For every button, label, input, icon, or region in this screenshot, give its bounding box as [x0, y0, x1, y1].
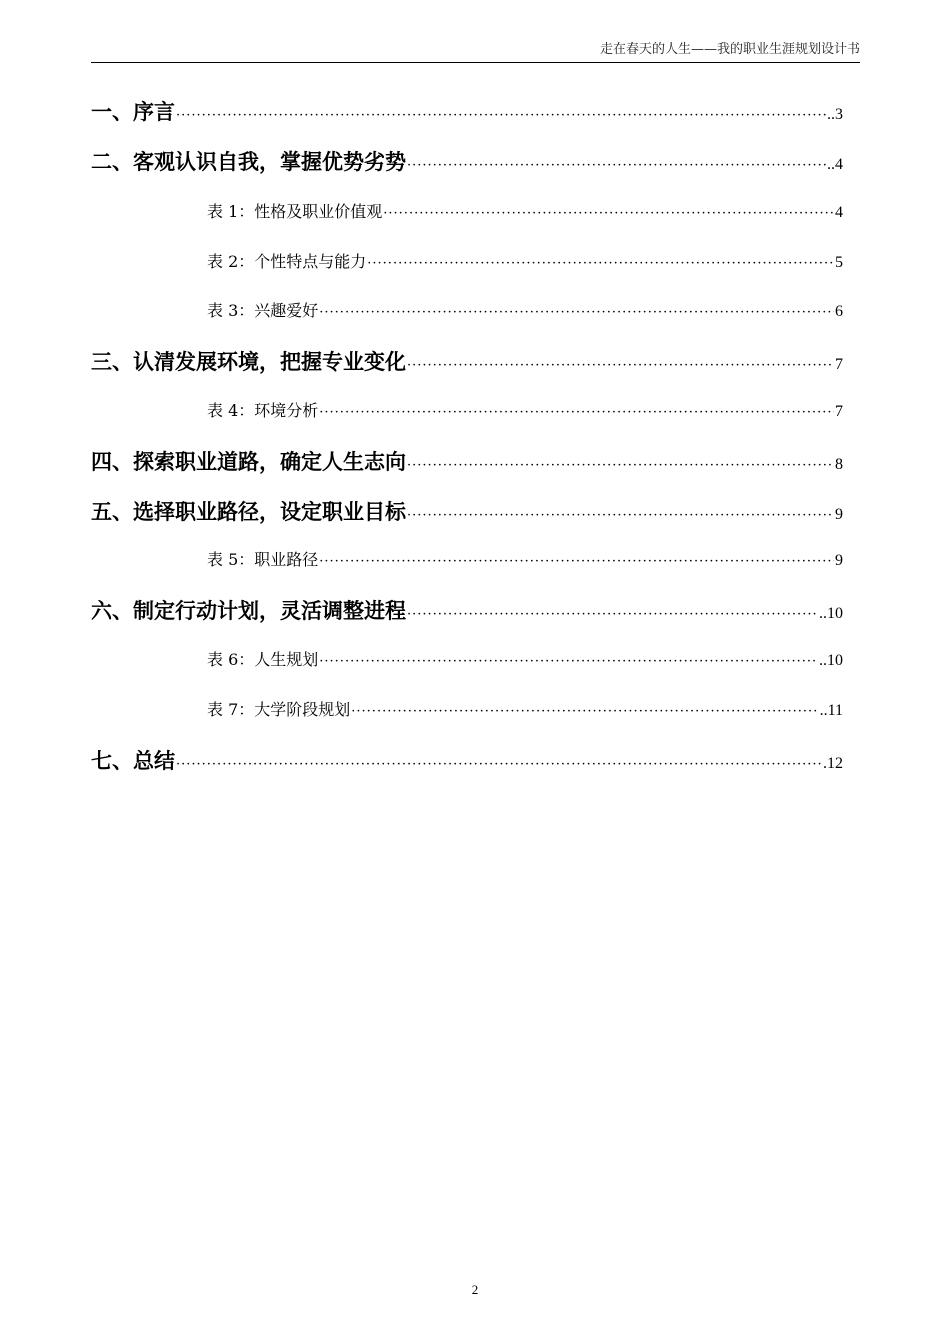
- toc-page-number: 5: [835, 254, 843, 271]
- toc-leader-dots: [383, 206, 834, 221]
- toc-page-number: ..11: [819, 702, 843, 719]
- toc-entry-table-6[interactable]: [207, 647, 843, 670]
- toc-entry-title: 表 2：个性特点与能力: [207, 252, 367, 271]
- toc-page-number: 7: [835, 403, 843, 420]
- toc-entry-table-1[interactable]: [207, 199, 843, 222]
- toc-page-number: ..10: [819, 605, 843, 622]
- toc-entry-title: 表 6：人生规划: [207, 650, 319, 669]
- toc-leader-dots: [351, 704, 818, 719]
- toc-page-number: ..4: [827, 156, 843, 173]
- toc-leader-dots: [319, 405, 834, 420]
- toc-entry-title: 七、总结: [91, 749, 175, 773]
- toc-entry-table-2[interactable]: [207, 249, 843, 272]
- toc-entry-title: 四、探索职业道路，确定人生志向: [91, 450, 406, 474]
- toc-leader-dots: [407, 607, 818, 622]
- toc-entry-title: 二、客观认识自我，掌握优势劣势: [91, 150, 406, 174]
- toc-leader-dots: [319, 305, 834, 320]
- toc-entry-career-goals[interactable]: [91, 496, 843, 526]
- toc-leader-dots: [176, 108, 826, 123]
- toc-page-number: ..3: [827, 106, 843, 123]
- toc-leader-dots: [319, 654, 818, 669]
- toc-leader-dots: [176, 757, 822, 772]
- toc-leader-dots: [407, 158, 826, 173]
- toc-leader-dots: [407, 458, 834, 473]
- toc-leader-dots: [367, 256, 834, 271]
- toc-leader-dots: [407, 358, 834, 373]
- toc-entry-self-knowledge[interactable]: [91, 146, 843, 176]
- toc-entry-table-4[interactable]: [207, 398, 843, 421]
- toc-page-number: 6: [835, 303, 843, 320]
- toc-leader-dots: [319, 554, 834, 569]
- toc-page-number: .12: [823, 755, 843, 772]
- toc-entry-title: 一、序言: [91, 100, 175, 124]
- toc-entry-career-path[interactable]: [91, 446, 843, 476]
- toc-entry-table-5[interactable]: [207, 547, 843, 570]
- page-footer: [0, 1282, 950, 1298]
- toc-entry-summary[interactable]: [91, 745, 843, 775]
- toc-entry-title: 表 1：性格及职业价值观: [207, 202, 383, 221]
- toc-page-number: 8: [835, 456, 843, 473]
- toc-entry-table-7[interactable]: [207, 697, 843, 720]
- toc-page-number: 9: [835, 506, 843, 523]
- toc-page-number: 4: [835, 204, 843, 221]
- toc-entry-title: 六、制定行动计划，灵活调整进程: [91, 599, 406, 623]
- header-title: 走在春天的人生——我的职业生涯规划设计书: [599, 42, 860, 57]
- toc-entry-table-3[interactable]: [207, 298, 843, 321]
- page-number: 2: [471, 1282, 479, 1297]
- toc-entry-title: 表 5：职业路径: [207, 550, 319, 569]
- toc-page-number: 9: [835, 552, 843, 569]
- toc-entry-title: 三、认清发展环境，把握专业变化: [91, 350, 406, 374]
- toc-page-number: 7: [835, 356, 843, 373]
- toc-entry-action-plan[interactable]: [91, 595, 843, 625]
- toc-entry-title: 表 3：兴趣爱好: [207, 301, 319, 320]
- toc-entry-title: 表 7：大学阶段规划: [207, 700, 351, 719]
- toc-entry-title: 五、选择职业路径，设定职业目标: [91, 500, 406, 524]
- running-header: [91, 40, 860, 63]
- toc-page-number: ..10: [819, 652, 843, 669]
- toc-entry-preface[interactable]: [91, 96, 843, 126]
- toc-entry-title: 表 4：环境分析: [207, 401, 319, 420]
- toc-leader-dots: [407, 508, 834, 523]
- toc-entry-environment[interactable]: [91, 346, 843, 376]
